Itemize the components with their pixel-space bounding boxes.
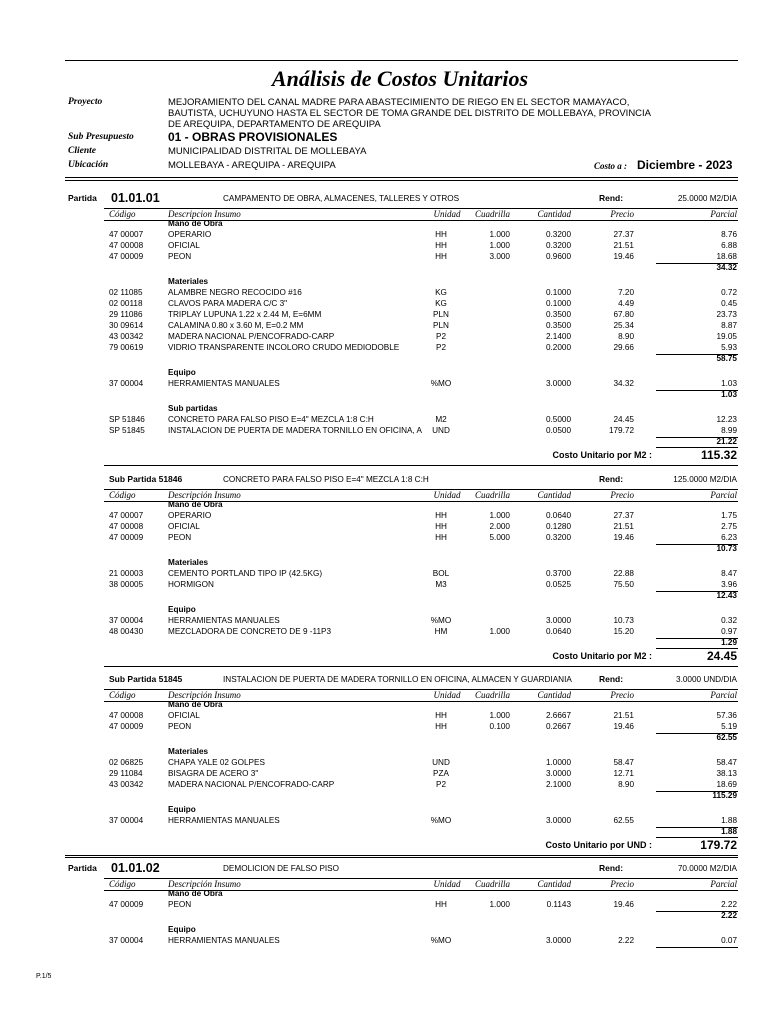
row-codigo: 79 00619 — [109, 343, 144, 352]
row-unidad: HH — [435, 522, 447, 531]
group-title: Mano de Obra — [168, 500, 223, 509]
unit-cost-total: 179.72 — [700, 838, 737, 852]
row-codigo: 30 09614 — [109, 321, 144, 330]
row-precio: 27.37 — [613, 511, 634, 520]
table-row — [0, 533, 768, 544]
row-cuadrilla: 1.000 — [489, 241, 510, 250]
row-precio: 19.46 — [613, 900, 634, 909]
col-header-codigo: Código — [109, 879, 136, 889]
row-codigo: 37 00004 — [109, 616, 144, 625]
row-parcial: 8.99 — [721, 426, 737, 435]
row-codigo: 02 00118 — [109, 299, 143, 308]
row-parcial: 1.88 — [721, 816, 737, 825]
group-subtotal: 21.22 — [716, 437, 737, 446]
row-unidad: %MO — [430, 816, 452, 825]
costo-fecha: Diciembre - 2023 — [637, 158, 733, 172]
row-descripcion: PEON — [168, 252, 192, 261]
row-descripcion: MEZCLADORA DE CONCRETO DE 9 -11P3 — [168, 627, 332, 636]
row-codigo: 37 00004 — [109, 936, 144, 945]
row-codigo: 47 00009 — [109, 900, 144, 909]
table-row — [0, 379, 768, 390]
section-description: CONCRETO PARA FALSO PISO E=4" MEZCLA 1:8 C:H — [223, 475, 429, 484]
row-descripcion: BISAGRA DE ACERO 3" — [168, 769, 259, 778]
row-precio: 19.46 — [613, 252, 634, 261]
row-precio: 8.90 — [618, 332, 634, 341]
col-header-parcial: Parcial — [710, 690, 737, 700]
partida-code: 01.01.02 — [111, 861, 160, 875]
row-parcial: 19.05 — [716, 332, 737, 341]
group-title: Mano de Obra — [168, 219, 223, 228]
row-codigo: 37 00004 — [109, 816, 144, 825]
table-row — [0, 711, 768, 722]
row-cantidad: 0.0640 — [545, 627, 571, 636]
group-title: Equipo — [168, 805, 196, 814]
table-row — [0, 816, 768, 827]
col-header-unidad: Unidad — [433, 879, 461, 889]
row-codigo: 02 11085 — [109, 288, 143, 297]
row-codigo: 21 00003 — [109, 569, 144, 578]
group-subtotal: 1.03 — [721, 390, 737, 399]
col-header-cuadrilla: Cuadrilla — [474, 879, 510, 889]
partida-code: 01.01.01 — [111, 191, 160, 205]
row-unidad: UND — [432, 426, 450, 435]
rend-label: Rend: — [599, 193, 624, 203]
group-subtotal: 12.43 — [716, 591, 737, 600]
table-row — [0, 241, 768, 252]
row-cantidad: 0.3700 — [545, 569, 571, 578]
row-parcial: 5.93 — [721, 343, 737, 352]
proyecto-label: Proyecto — [68, 97, 103, 107]
col-header-descripcion: Descripción Insumo — [168, 690, 241, 700]
table-row — [0, 522, 768, 533]
col-header-precio: Precio — [610, 490, 634, 500]
row-precio: 29.66 — [613, 343, 634, 352]
section-description: CAMPAMENTO DE OBRA, ALMACENES, TALLERES Y OTROS — [223, 194, 460, 203]
col-header-cantidad: Cantidad — [537, 690, 571, 700]
row-precio: 7.20 — [618, 288, 634, 297]
col-header-precio: Precio — [610, 209, 634, 219]
row-precio: 21.51 — [613, 241, 634, 250]
row-cantidad: 0.1280 — [545, 522, 571, 531]
row-unidad: BOL — [432, 569, 450, 578]
table-row — [0, 627, 768, 638]
group-title: Materiales — [168, 277, 209, 286]
costo-label: Costo a : — [594, 161, 628, 171]
row-parcial: 2.22 — [721, 900, 737, 909]
row-unidad: M3 — [435, 580, 447, 589]
row-codigo: 47 00007 — [109, 230, 144, 239]
proyecto-line-1: MEJORAMIENTO DEL CANAL MADRE PARA ABASTECIMIENTO DE RIEGO EN EL SECTOR MAMAYACO, — [168, 97, 630, 108]
row-parcial: 3.96 — [721, 580, 737, 589]
row-codigo: 02 06825 — [109, 758, 144, 767]
row-parcial: 8.76 — [721, 230, 737, 239]
row-codigo: 37 00004 — [109, 379, 144, 388]
row-parcial: 23.73 — [716, 310, 737, 319]
row-unidad: PLN — [433, 321, 449, 330]
row-cantidad: 0.1143 — [546, 900, 571, 909]
row-unidad: PLN — [433, 310, 449, 319]
row-unidad: PZA — [433, 769, 449, 778]
row-cuadrilla: 3.000 — [489, 252, 510, 261]
row-precio: 75.50 — [613, 580, 634, 589]
row-codigo: 43 00342 — [109, 780, 144, 789]
table-row — [0, 900, 768, 911]
row-parcial: 6.23 — [721, 533, 737, 542]
row-descripcion: PEON — [168, 533, 192, 542]
table-row — [0, 936, 768, 947]
row-unidad: HH — [435, 711, 447, 720]
row-descripcion: VIDRIO TRANSPARENTE INCOLORO CRUDO MEDIODOBLE — [168, 343, 400, 352]
row-unidad: P2 — [435, 343, 446, 352]
header-rule-1 — [65, 177, 738, 178]
row-codigo: 38 00005 — [109, 580, 144, 589]
table-row — [0, 332, 768, 343]
row-cantidad: 0.3200 — [545, 533, 571, 542]
row-cantidad: 0.5000 — [545, 415, 571, 424]
row-precio: 10.73 — [613, 616, 634, 625]
cliente-label: Cliente — [68, 146, 96, 156]
row-cantidad: 1.0000 — [545, 758, 571, 767]
row-codigo: 48 00430 — [109, 627, 144, 636]
row-precio: 19.46 — [613, 533, 634, 542]
row-precio: 58.47 — [613, 758, 634, 767]
row-parcial: 8.47 — [721, 569, 737, 578]
row-precio: 34.32 — [613, 379, 634, 388]
table-row — [0, 616, 768, 627]
row-descripcion: HORMIGON — [168, 580, 214, 589]
row-precio: 179.72 — [608, 426, 634, 435]
row-unidad: HH — [435, 511, 447, 520]
rend-value: 25.0000 M2/DIA — [677, 194, 737, 203]
row-parcial: 38.13 — [716, 769, 737, 778]
group-title: Materiales — [168, 747, 209, 756]
row-parcial: 2.75 — [721, 522, 737, 531]
row-cantidad: 0.0525 — [545, 580, 571, 589]
section-end-rule-3 — [65, 857, 738, 858]
row-descripcion: MADERA NACIONAL P/ENCOFRADO-CARP — [168, 332, 335, 341]
row-descripcion: TRIPLAY LUPUNA 1.22 x 2.44 M, E=6MM — [168, 310, 322, 319]
row-descripcion: CEMENTO PORTLAND TIPO IP (42.5KG) — [168, 569, 323, 578]
table-row — [0, 426, 768, 437]
subpartida-label: Sub Partida 51845 — [109, 674, 183, 684]
table-row — [0, 343, 768, 354]
row-codigo: 29 11084 — [109, 769, 143, 778]
row-parcial: 5.19 — [721, 722, 737, 731]
row-cuadrilla: 1.000 — [489, 711, 510, 720]
row-parcial: 57.36 — [716, 711, 737, 720]
row-descripcion: HERRAMIENTAS MANUALES — [168, 379, 280, 388]
group-subtotal: 1.29 — [721, 638, 737, 647]
col-header-unidad: Unidad — [433, 690, 461, 700]
row-unidad: HM — [434, 627, 448, 636]
row-precio: 21.51 — [613, 522, 634, 531]
page-title: Análisis de Costos Unitarios — [271, 66, 529, 91]
col-header-precio: Precio — [610, 879, 634, 889]
row-descripcion: CHAPA YALE 02 GOLPES — [168, 758, 265, 767]
rend-value: 3.0000 UND/DIA — [676, 675, 737, 684]
partida-label: Partida — [68, 193, 97, 203]
row-cantidad: 2.6667 — [545, 711, 571, 720]
table-row — [0, 288, 768, 299]
group-subtotal-rule — [656, 947, 738, 948]
table-row — [0, 722, 768, 733]
row-descripcion: OFICIAL — [168, 711, 200, 720]
row-codigo: SP 51846 — [109, 415, 145, 424]
group-title: Equipo — [168, 368, 196, 377]
row-precio: 62.55 — [613, 816, 634, 825]
row-codigo: 47 00009 — [109, 722, 144, 731]
row-codigo: 47 00008 — [109, 241, 144, 250]
row-unidad: HH — [435, 900, 447, 909]
unit-cost-label: Costo Unitario por M2 : — [552, 651, 652, 661]
row-descripcion: OFICIAL — [168, 241, 200, 250]
header-rule-2 — [65, 180, 738, 181]
row-descripcion: OFICIAL — [168, 522, 200, 531]
row-codigo: 47 00008 — [109, 711, 144, 720]
row-codigo: 47 00009 — [109, 533, 144, 542]
row-descripcion: PEON — [168, 722, 192, 731]
table-row — [0, 321, 768, 332]
row-codigo: 29 11086 — [109, 310, 143, 319]
rend-label: Rend: — [599, 674, 624, 684]
proyecto-line-3: DE AREQUIPA, DEPARTAMENTO DE AREQUIPA — [168, 119, 381, 130]
group-subtotal: 10.73 — [716, 544, 737, 553]
row-cantidad: 0.2000 — [545, 343, 571, 352]
row-codigo: 47 00009 — [109, 252, 144, 261]
table-row — [0, 299, 768, 310]
unit-cost-label: Costo Unitario por UND : — [545, 840, 652, 850]
rend-label: Rend: — [599, 863, 624, 873]
col-header-cantidad: Cantidad — [537, 209, 571, 219]
row-cuadrilla: 2.000 — [489, 522, 510, 531]
unit-cost-total: 24.45 — [706, 649, 737, 663]
row-unidad: HH — [435, 533, 447, 542]
row-descripcion: MADERA NACIONAL P/ENCOFRADO-CARP — [168, 780, 335, 789]
group-title: Mano de Obra — [168, 889, 223, 898]
rend-value: 125.0000 M2/DIA — [673, 475, 737, 484]
row-cantidad: 0.3500 — [545, 321, 571, 330]
col-header-unidad: Unidad — [433, 490, 461, 500]
section-end-rule — [104, 666, 738, 667]
row-precio: 67.80 — [613, 310, 634, 319]
row-unidad: UND — [432, 758, 450, 767]
row-unidad: %MO — [430, 936, 452, 945]
row-cantidad: 0.1000 — [545, 299, 571, 308]
table-row — [0, 580, 768, 591]
col-header-cuadrilla: Cuadrilla — [474, 490, 510, 500]
row-unidad: HH — [435, 722, 447, 731]
row-descripcion: PEON — [168, 900, 192, 909]
col-header-codigo: Código — [109, 490, 136, 500]
col-header-unidad: Unidad — [433, 209, 461, 219]
group-subtotal: 62.55 — [716, 733, 737, 742]
row-descripcion: HERRAMIENTAS MANUALES — [168, 816, 280, 825]
row-cantidad: 2.1000 — [545, 780, 571, 789]
row-precio: 12.71 — [613, 769, 634, 778]
row-unidad: P2 — [435, 780, 446, 789]
row-cantidad: 3.0000 — [545, 936, 571, 945]
table-row — [0, 569, 768, 580]
col-header-descripcion: Descripcion Insumo — [168, 209, 241, 219]
table-row — [0, 310, 768, 321]
subpresupuesto-label: Sub Presupuesto — [68, 132, 134, 142]
row-cuadrilla: 1.000 — [489, 230, 510, 239]
row-unidad: HH — [435, 230, 447, 239]
row-descripcion: CONCRETO PARA FALSO PISO E=4" MEZCLA 1:8 C:H — [168, 415, 374, 424]
group-title: Mano de Obra — [168, 700, 223, 709]
proyecto-line-2: BAUTISTA, UCHUYUNO HASTA EL SECTOR DE TOMA GRANDE DEL DISTRITO DE MOLLEBAYA, PROVINCIA — [168, 108, 652, 119]
row-codigo: SP 51845 — [109, 426, 145, 435]
table-row — [0, 780, 768, 791]
group-subtotal: 58.75 — [716, 354, 737, 363]
unit-cost-label: Costo Unitario por M2 : — [552, 450, 652, 460]
ubicacion-label: Ubicación — [68, 160, 109, 170]
row-cuadrilla: 5.000 — [489, 533, 510, 542]
unit-cost-total: 115.32 — [700, 448, 737, 462]
row-cuadrilla: 1.000 — [489, 627, 510, 636]
row-unidad: %MO — [430, 616, 452, 625]
col-header-codigo: Código — [109, 209, 136, 219]
row-parcial: 1.03 — [721, 379, 737, 388]
row-parcial: 0.32 — [721, 616, 737, 625]
row-cantidad: 0.1000 — [545, 288, 571, 297]
group-title: Materiales — [168, 558, 209, 567]
row-precio: 24.45 — [613, 415, 634, 424]
subpresupuesto-value: 01 - OBRAS PROVISIONALES — [168, 130, 338, 144]
cliente-value: MUNICIPALIDAD DISTRITAL DE MOLLEBAYA — [168, 146, 367, 157]
row-unidad: KG — [435, 288, 447, 297]
row-cantidad: 3.0000 — [545, 379, 571, 388]
row-descripcion: CLAVOS PARA MADERA C/C 3" — [168, 299, 288, 308]
row-unidad: P2 — [435, 332, 446, 341]
row-parcial: 18.69 — [716, 780, 737, 789]
row-precio: 2.22 — [618, 936, 634, 945]
table-row — [0, 511, 768, 522]
row-descripcion: OPERARIO — [168, 511, 212, 520]
row-cantidad: 0.3200 — [545, 230, 571, 239]
row-unidad: M2 — [435, 415, 447, 424]
ubicacion-value: MOLLEBAYA - AREQUIPA - AREQUIPA — [168, 160, 336, 171]
col-header-cuadrilla: Cuadrilla — [474, 209, 510, 219]
row-parcial: 0.97 — [721, 627, 737, 636]
row-precio: 19.46 — [613, 722, 634, 731]
col-header-cantidad: Cantidad — [537, 879, 571, 889]
row-precio: 8.90 — [618, 780, 634, 789]
row-cantidad: 0.3500 — [545, 310, 571, 319]
row-cantidad: 3.0000 — [545, 616, 571, 625]
table-row — [0, 758, 768, 769]
row-cantidad: 0.3200 — [545, 241, 571, 250]
section-description: INSTALACION DE PUERTA DE MADERA TORNILLO EN OFICINA, ALMACEN Y GUARDIANIA — [223, 675, 572, 684]
row-cantidad: 0.9600 — [545, 252, 571, 261]
page-number: P.1/5 — [36, 973, 52, 980]
col-header-descripcion: Descripción Insumo — [168, 490, 241, 500]
section-end-rule-2 — [65, 855, 738, 856]
row-parcial: 0.07 — [721, 936, 737, 945]
group-subtotal: 115.29 — [712, 791, 737, 800]
row-unidad: HH — [435, 252, 447, 261]
row-descripcion: INSTALACION DE PUERTA DE MADERA TORNILLO EN OFICINA, A — [168, 426, 422, 435]
col-header-cuadrilla: Cuadrilla — [474, 690, 510, 700]
row-cantidad: 3.0000 — [545, 816, 571, 825]
row-cantidad: 0.0500 — [545, 426, 571, 435]
group-title: Equipo — [168, 925, 196, 934]
col-header-parcial: Parcial — [710, 209, 737, 219]
row-descripcion: OPERARIO — [168, 230, 212, 239]
row-descripcion: HERRAMIENTAS MANUALES — [168, 936, 280, 945]
col-header-descripcion: Descripción Insumo — [168, 879, 241, 889]
table-row — [0, 252, 768, 263]
row-codigo: 47 00007 — [109, 511, 144, 520]
row-cantidad: 0.2667 — [545, 722, 571, 731]
row-precio: 25.34 — [613, 321, 634, 330]
row-cuadrilla: 0.100 — [489, 722, 510, 731]
rend-label: Rend: — [599, 474, 624, 484]
row-codigo: 43 00342 — [109, 332, 144, 341]
row-descripcion: ALAMBRE NEGRO RECOCIDO #16 — [168, 288, 302, 297]
top-rule — [65, 60, 738, 61]
group-subtotal: 2.22 — [721, 911, 737, 920]
group-subtotal: 34.32 — [716, 263, 737, 272]
group-title: Sub partidas — [168, 404, 218, 413]
row-parcial: 58.47 — [716, 758, 737, 767]
row-unidad: HH — [435, 241, 447, 250]
row-parcial: 6.88 — [721, 241, 737, 250]
col-header-precio: Precio — [610, 690, 634, 700]
row-parcial: 0.72 — [721, 288, 737, 297]
row-parcial: 1.75 — [721, 511, 737, 520]
row-precio: 27.37 — [613, 230, 634, 239]
row-cuadrilla: 1.000 — [489, 900, 510, 909]
row-precio: 22.88 — [613, 569, 634, 578]
row-unidad: KG — [435, 299, 447, 308]
row-precio: 21.51 — [613, 711, 634, 720]
col-header-cantidad: Cantidad — [537, 490, 571, 500]
row-precio: 15.20 — [613, 627, 634, 636]
row-cantidad: 3.0000 — [545, 769, 571, 778]
col-header-parcial: Parcial — [710, 879, 737, 889]
row-parcial: 8.87 — [721, 321, 737, 330]
section-description: DEMOLICION DE FALSO PISO — [223, 864, 340, 873]
subpartida-label: Sub Partida 51846 — [109, 474, 183, 484]
row-descripcion: CALAMINA 0.80 x 3.60 M, E=0.2 MM — [168, 321, 304, 330]
col-header-codigo: Código — [109, 690, 136, 700]
table-row — [0, 415, 768, 426]
col-header-parcial: Parcial — [710, 490, 737, 500]
row-cuadrilla: 1.000 — [489, 511, 510, 520]
row-codigo: 47 00008 — [109, 522, 144, 531]
row-parcial: 12.23 — [716, 415, 737, 424]
table-row — [0, 230, 768, 241]
section-end-rule — [104, 465, 738, 466]
table-row — [0, 769, 768, 780]
rend-value: 70.0000 M2/DIA — [677, 864, 737, 873]
group-subtotal: 1.88 — [721, 827, 737, 836]
group-title: Equipo — [168, 605, 196, 614]
partida-label: Partida — [68, 863, 97, 873]
row-parcial: 0.45 — [721, 299, 737, 308]
row-cantidad: 0.0640 — [545, 511, 571, 520]
row-parcial: 18.68 — [716, 252, 737, 261]
row-precio: 4.49 — [618, 299, 634, 308]
row-descripcion: HERRAMIENTAS MANUALES — [168, 616, 280, 625]
row-cantidad: 2.1400 — [545, 332, 571, 341]
row-unidad: %MO — [430, 379, 452, 388]
